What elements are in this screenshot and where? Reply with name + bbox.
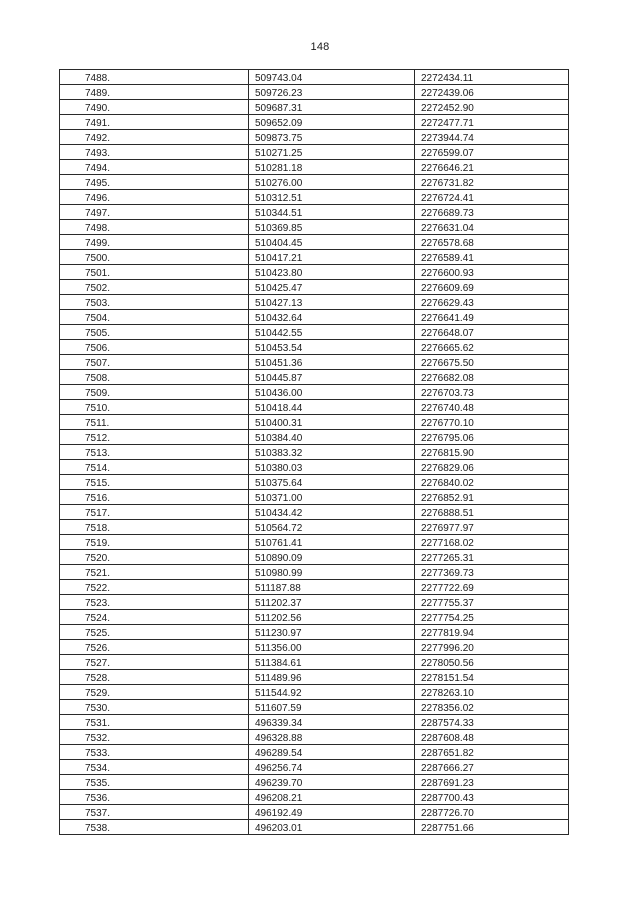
point-number-cell: 7501. <box>60 265 249 280</box>
table-row <box>60 130 569 145</box>
y-coordinate-cell: 2276731.82 <box>415 175 569 190</box>
point-number-cell: 7514. <box>60 460 249 475</box>
y-coordinate-cell: 2276599.07 <box>415 145 569 160</box>
x-coordinate-cell: 510445.87 <box>249 370 415 385</box>
y-coordinate-cell: 2276689.73 <box>415 205 569 220</box>
x-coordinate-cell: 509687.31 <box>249 100 415 115</box>
y-coordinate-cell: 2277754.25 <box>415 610 569 625</box>
table-row <box>60 715 569 730</box>
x-coordinate-cell: 509743.04 <box>249 70 415 85</box>
y-coordinate-cell: 2276589.41 <box>415 250 569 265</box>
x-coordinate-cell: 496339.34 <box>249 715 415 730</box>
x-coordinate-cell: 496256.74 <box>249 760 415 775</box>
table-row <box>60 700 569 715</box>
table-row <box>60 760 569 775</box>
y-coordinate-cell: 2276631.04 <box>415 220 569 235</box>
table-row <box>60 580 569 595</box>
y-coordinate-cell: 2276578.68 <box>415 235 569 250</box>
point-number-cell: 7505. <box>60 325 249 340</box>
point-number-cell: 7490. <box>60 100 249 115</box>
point-number-cell: 7500. <box>60 250 249 265</box>
y-coordinate-cell: 2276675.50 <box>415 355 569 370</box>
table-row <box>60 445 569 460</box>
y-coordinate-cell: 2276840.02 <box>415 475 569 490</box>
table-row <box>60 250 569 265</box>
y-coordinate-cell: 2276648.07 <box>415 325 569 340</box>
y-coordinate-cell: 2278356.02 <box>415 700 569 715</box>
table-row <box>60 460 569 475</box>
x-coordinate-cell: 511544.92 <box>249 685 415 700</box>
table-row <box>60 670 569 685</box>
x-coordinate-cell: 510425.47 <box>249 280 415 295</box>
x-coordinate-cell: 496289.54 <box>249 745 415 760</box>
point-number-cell: 7510. <box>60 400 249 415</box>
x-coordinate-cell: 511230.97 <box>249 625 415 640</box>
table-row <box>60 145 569 160</box>
y-coordinate-cell: 2277996.20 <box>415 640 569 655</box>
table-row <box>60 475 569 490</box>
point-number-cell: 7513. <box>60 445 249 460</box>
y-coordinate-cell: 2272439.06 <box>415 85 569 100</box>
point-number-cell: 7498. <box>60 220 249 235</box>
point-number-cell: 7496. <box>60 190 249 205</box>
y-coordinate-cell: 2272452.90 <box>415 100 569 115</box>
y-coordinate-cell: 2278151.54 <box>415 670 569 685</box>
y-coordinate-cell: 2276977.97 <box>415 520 569 535</box>
y-coordinate-cell: 2287751.66 <box>415 820 569 835</box>
point-number-cell: 7527. <box>60 655 249 670</box>
x-coordinate-cell: 511187.88 <box>249 580 415 595</box>
y-coordinate-cell: 2287608.48 <box>415 730 569 745</box>
point-number-cell: 7519. <box>60 535 249 550</box>
point-number-cell: 7507. <box>60 355 249 370</box>
point-number-cell: 7494. <box>60 160 249 175</box>
x-coordinate-cell: 510383.32 <box>249 445 415 460</box>
y-coordinate-cell: 2276724.41 <box>415 190 569 205</box>
table-row <box>60 565 569 580</box>
y-coordinate-cell: 2276740.48 <box>415 400 569 415</box>
point-number-cell: 7538. <box>60 820 249 835</box>
y-coordinate-cell: 2277168.02 <box>415 535 569 550</box>
table-row <box>60 295 569 310</box>
point-number-cell: 7533. <box>60 745 249 760</box>
table-row <box>60 730 569 745</box>
point-number-cell: 7509. <box>60 385 249 400</box>
x-coordinate-cell: 510344.51 <box>249 205 415 220</box>
table-row <box>60 595 569 610</box>
point-number-cell: 7506. <box>60 340 249 355</box>
x-coordinate-cell: 510427.13 <box>249 295 415 310</box>
coordinates-table-body <box>60 70 569 835</box>
y-coordinate-cell: 2287651.82 <box>415 745 569 760</box>
x-coordinate-cell: 509726.23 <box>249 85 415 100</box>
point-number-cell: 7520. <box>60 550 249 565</box>
y-coordinate-cell: 2276629.43 <box>415 295 569 310</box>
y-coordinate-cell: 2276829.06 <box>415 460 569 475</box>
x-coordinate-cell: 510451.36 <box>249 355 415 370</box>
point-number-cell: 7511. <box>60 415 249 430</box>
x-coordinate-cell: 511489.96 <box>249 670 415 685</box>
x-coordinate-cell: 510423.80 <box>249 265 415 280</box>
x-coordinate-cell: 509873.75 <box>249 130 415 145</box>
point-number-cell: 7495. <box>60 175 249 190</box>
point-number-cell: 7523. <box>60 595 249 610</box>
x-coordinate-cell: 510369.85 <box>249 220 415 235</box>
table-row <box>60 265 569 280</box>
point-number-cell: 7521. <box>60 565 249 580</box>
table-row <box>60 805 569 820</box>
table-row <box>60 820 569 835</box>
table-row <box>60 430 569 445</box>
y-coordinate-cell: 2287666.27 <box>415 760 569 775</box>
y-coordinate-cell: 2276852.91 <box>415 490 569 505</box>
x-coordinate-cell: 510417.21 <box>249 250 415 265</box>
x-coordinate-cell: 509652.09 <box>249 115 415 130</box>
table-row <box>60 340 569 355</box>
point-number-cell: 7489. <box>60 85 249 100</box>
y-coordinate-cell: 2277369.73 <box>415 565 569 580</box>
table-row <box>60 370 569 385</box>
y-coordinate-cell: 2276770.10 <box>415 415 569 430</box>
y-coordinate-cell: 2276600.93 <box>415 265 569 280</box>
coordinates-table <box>59 69 569 835</box>
y-coordinate-cell: 2287574.33 <box>415 715 569 730</box>
x-coordinate-cell: 496203.01 <box>249 820 415 835</box>
point-number-cell: 7517. <box>60 505 249 520</box>
table-row <box>60 520 569 535</box>
x-coordinate-cell: 510432.64 <box>249 310 415 325</box>
x-coordinate-cell: 510436.00 <box>249 385 415 400</box>
y-coordinate-cell: 2276815.90 <box>415 445 569 460</box>
page-number: 148 <box>310 41 330 53</box>
x-coordinate-cell: 510564.72 <box>249 520 415 535</box>
table-row <box>60 415 569 430</box>
point-number-cell: 7493. <box>60 145 249 160</box>
table-row <box>60 775 569 790</box>
point-number-cell: 7526. <box>60 640 249 655</box>
y-coordinate-cell: 2287700.43 <box>415 790 569 805</box>
table-row <box>60 160 569 175</box>
x-coordinate-cell: 510276.00 <box>249 175 415 190</box>
x-coordinate-cell: 510453.54 <box>249 340 415 355</box>
y-coordinate-cell: 2276609.69 <box>415 280 569 295</box>
table-row <box>60 220 569 235</box>
point-number-cell: 7525. <box>60 625 249 640</box>
table-row <box>60 535 569 550</box>
y-coordinate-cell: 2278050.56 <box>415 655 569 670</box>
x-coordinate-cell: 510380.03 <box>249 460 415 475</box>
table-row <box>60 190 569 205</box>
y-coordinate-cell: 2272477.71 <box>415 115 569 130</box>
point-number-cell: 7536. <box>60 790 249 805</box>
table-row <box>60 655 569 670</box>
y-coordinate-cell: 2276795.06 <box>415 430 569 445</box>
y-coordinate-cell: 2278263.10 <box>415 685 569 700</box>
x-coordinate-cell: 510434.42 <box>249 505 415 520</box>
point-number-cell: 7518. <box>60 520 249 535</box>
table-row <box>60 100 569 115</box>
y-coordinate-cell: 2277265.31 <box>415 550 569 565</box>
x-coordinate-cell: 496239.70 <box>249 775 415 790</box>
table-row <box>60 310 569 325</box>
point-number-cell: 7524. <box>60 610 249 625</box>
y-coordinate-cell: 2276641.49 <box>415 310 569 325</box>
x-coordinate-cell: 510442.55 <box>249 325 415 340</box>
point-number-cell: 7488. <box>60 70 249 85</box>
y-coordinate-cell: 2277755.37 <box>415 595 569 610</box>
point-number-cell: 7534. <box>60 760 249 775</box>
y-coordinate-cell: 2276888.51 <box>415 505 569 520</box>
table-row <box>60 790 569 805</box>
table-row <box>60 115 569 130</box>
point-number-cell: 7531. <box>60 715 249 730</box>
point-number-cell: 7492. <box>60 130 249 145</box>
table-row <box>60 175 569 190</box>
table-row <box>60 400 569 415</box>
x-coordinate-cell: 496328.88 <box>249 730 415 745</box>
point-number-cell: 7508. <box>60 370 249 385</box>
x-coordinate-cell: 510890.09 <box>249 550 415 565</box>
table-row <box>60 685 569 700</box>
point-number-cell: 7512. <box>60 430 249 445</box>
x-coordinate-cell: 496192.49 <box>249 805 415 820</box>
x-coordinate-cell: 511384.61 <box>249 655 415 670</box>
table-row <box>60 745 569 760</box>
x-coordinate-cell: 510980.99 <box>249 565 415 580</box>
x-coordinate-cell: 510761.41 <box>249 535 415 550</box>
point-number-cell: 7532. <box>60 730 249 745</box>
point-number-cell: 7502. <box>60 280 249 295</box>
table-row <box>60 550 569 565</box>
x-coordinate-cell: 496208.21 <box>249 790 415 805</box>
point-number-cell: 7535. <box>60 775 249 790</box>
x-coordinate-cell: 511356.00 <box>249 640 415 655</box>
table-row <box>60 490 569 505</box>
x-coordinate-cell: 511607.59 <box>249 700 415 715</box>
table-row <box>60 205 569 220</box>
y-coordinate-cell: 2287726.70 <box>415 805 569 820</box>
point-number-cell: 7516. <box>60 490 249 505</box>
x-coordinate-cell: 510400.31 <box>249 415 415 430</box>
table-row <box>60 280 569 295</box>
table-row <box>60 355 569 370</box>
table-row <box>60 505 569 520</box>
point-number-cell: 7499. <box>60 235 249 250</box>
y-coordinate-cell: 2276646.21 <box>415 160 569 175</box>
y-coordinate-cell: 2287691.23 <box>415 775 569 790</box>
x-coordinate-cell: 510375.64 <box>249 475 415 490</box>
x-coordinate-cell: 510404.45 <box>249 235 415 250</box>
x-coordinate-cell: 511202.37 <box>249 595 415 610</box>
table-row <box>60 610 569 625</box>
point-number-cell: 7530. <box>60 700 249 715</box>
x-coordinate-cell: 510281.18 <box>249 160 415 175</box>
x-coordinate-cell: 510418.44 <box>249 400 415 415</box>
point-number-cell: 7504. <box>60 310 249 325</box>
table-row <box>60 385 569 400</box>
y-coordinate-cell: 2276682.08 <box>415 370 569 385</box>
table-row <box>60 235 569 250</box>
point-number-cell: 7503. <box>60 295 249 310</box>
point-number-cell: 7497. <box>60 205 249 220</box>
table-row <box>60 625 569 640</box>
point-number-cell: 7522. <box>60 580 249 595</box>
x-coordinate-cell: 510371.00 <box>249 490 415 505</box>
y-coordinate-cell: 2277819.94 <box>415 625 569 640</box>
y-coordinate-cell: 2273944.74 <box>415 130 569 145</box>
point-number-cell: 7515. <box>60 475 249 490</box>
table-row <box>60 85 569 100</box>
y-coordinate-cell: 2276703.73 <box>415 385 569 400</box>
table-row <box>60 70 569 85</box>
x-coordinate-cell: 511202.56 <box>249 610 415 625</box>
point-number-cell: 7491. <box>60 115 249 130</box>
y-coordinate-cell: 2277722.69 <box>415 580 569 595</box>
x-coordinate-cell: 510271.25 <box>249 145 415 160</box>
point-number-cell: 7537. <box>60 805 249 820</box>
y-coordinate-cell: 2276665.62 <box>415 340 569 355</box>
x-coordinate-cell: 510312.51 <box>249 190 415 205</box>
x-coordinate-cell: 510384.40 <box>249 430 415 445</box>
y-coordinate-cell: 2272434.11 <box>415 70 569 85</box>
table-row <box>60 325 569 340</box>
point-number-cell: 7529. <box>60 685 249 700</box>
table-row <box>60 640 569 655</box>
point-number-cell: 7528. <box>60 670 249 685</box>
